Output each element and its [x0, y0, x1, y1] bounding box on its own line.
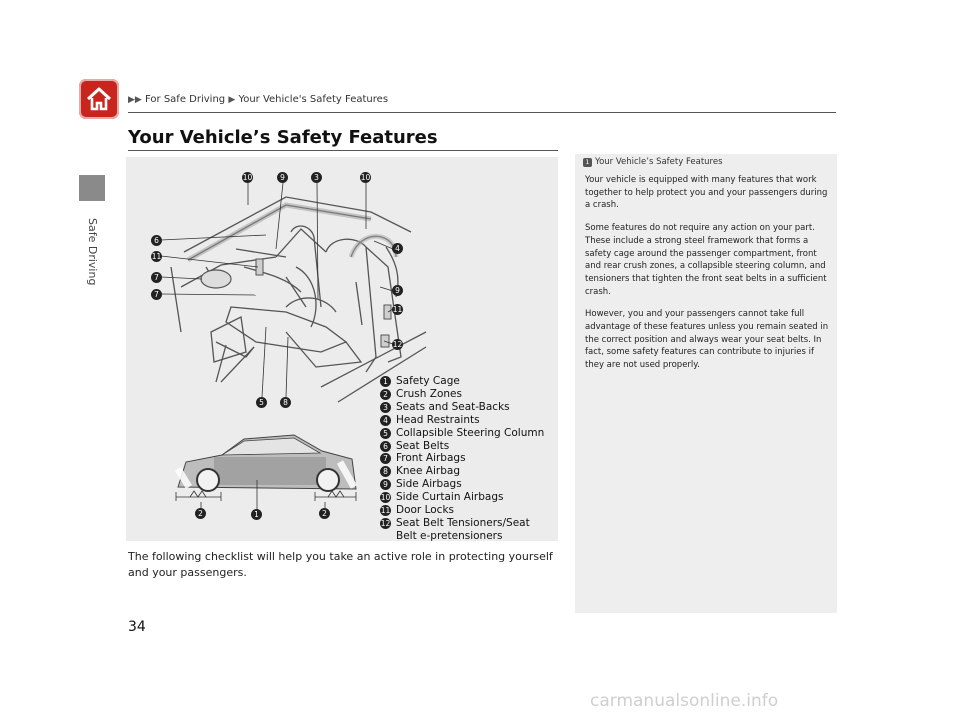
- legend-number: 9: [380, 479, 391, 490]
- section-label: Safe Driving: [86, 218, 99, 286]
- legend-number: 7: [380, 453, 391, 464]
- legend-item: [380, 427, 546, 440]
- legend-label: Seats and Seat-Backs: [396, 400, 510, 413]
- note-paragraph: Your vehicle is equipped with many features that work together to help protect you and your passengers during a crash.: [585, 175, 828, 211]
- legend-item: [380, 440, 546, 453]
- note-heading: [583, 157, 723, 167]
- home-icon: [79, 79, 119, 119]
- legend-number: 12: [380, 518, 391, 528]
- legend-label: Front Airbags: [396, 452, 466, 465]
- breadcrumb: [128, 94, 388, 105]
- watermark: carmanualsonline.info: [590, 691, 779, 711]
- legend-item: [380, 452, 546, 465]
- legend-item: [380, 465, 546, 478]
- safety-features-figure: [126, 157, 558, 541]
- car-side-view: [178, 435, 356, 491]
- breadcrumb-item-safe-driving[interactable]: For Safe Driving: [145, 94, 226, 105]
- legend-label: Door Locks: [396, 504, 455, 517]
- legend-item: [380, 517, 546, 543]
- note-number: 1: [583, 158, 592, 167]
- callout-marker: 4: [392, 243, 403, 254]
- legend-number: 1: [380, 376, 391, 387]
- callout-marker: 12: [392, 340, 403, 349]
- legend-label: Head Restraints: [396, 413, 480, 426]
- legend-label: Side Airbags: [396, 478, 462, 491]
- legend-item: [380, 388, 546, 401]
- callout-marker: 10: [242, 173, 253, 182]
- legend-item: [380, 414, 546, 427]
- callout-marker: 6: [151, 235, 162, 246]
- home-button[interactable]: [79, 79, 119, 119]
- callout-marker: 9: [392, 285, 403, 296]
- legend-label: Crush Zones: [396, 387, 462, 400]
- legend-label: Safety Cage: [396, 375, 460, 387]
- sidebar-note: [575, 154, 837, 613]
- callout-marker: 7: [151, 272, 162, 283]
- note-paragraph: Some features do not require any action on your part. These include a strong steel framework that forms a safety cage around the passenger compartment, front and rear crush zones, a collapsible steering column, and tensioners that tighten the front seat belts in a sufficient crash.: [585, 223, 827, 297]
- features-legend: [380, 375, 546, 543]
- legend-item: [380, 491, 546, 504]
- header-divider: [128, 112, 836, 113]
- breadcrumb-item-safety-features[interactable]: Your Vehicle's Safety Features: [238, 94, 389, 105]
- note-body: [585, 174, 831, 382]
- callout-marker: 1: [251, 509, 262, 520]
- legend-number: 8: [380, 466, 391, 477]
- callout-marker: 9: [277, 172, 288, 183]
- page-number: 34: [128, 619, 146, 635]
- legend-number: 6: [380, 441, 391, 452]
- legend-label: Seat Belts: [396, 439, 450, 452]
- legend-item: [380, 478, 546, 491]
- legend-label: Seat Belt Tensioners/Seat Belt e-pretensioners: [396, 516, 530, 542]
- legend-label: Collapsible Steering Column: [396, 426, 545, 439]
- page-title: Your Vehicle’s Safety Features: [128, 127, 438, 148]
- callout-marker: 11: [392, 305, 403, 314]
- legend-label: Side Curtain Airbags: [396, 491, 504, 504]
- legend-label: Knee Airbag: [396, 465, 460, 478]
- callout-marker: 3: [311, 172, 322, 183]
- breadcrumb-arrow-icon: ▶▶: [128, 95, 142, 105]
- callout-marker: 2: [319, 508, 330, 519]
- note-heading-text: Your Vehicle’s Safety Features: [595, 157, 723, 167]
- legend-number: 2: [380, 389, 391, 400]
- callout-marker: 11: [151, 252, 162, 261]
- breadcrumb-arrow-icon: ▶: [228, 95, 236, 105]
- callout-marker: 2: [195, 508, 206, 519]
- legend-number: 11: [380, 506, 391, 516]
- callout-marker: 7: [151, 289, 162, 300]
- legend-item: [380, 401, 546, 414]
- legend-number: 5: [380, 428, 391, 439]
- legend-item: [380, 375, 546, 388]
- intro-paragraph: The following checklist will help you take an active role in protecting yourself and your passengers.: [128, 550, 553, 579]
- section-tab-marker: [79, 175, 105, 201]
- callout-marker: 10: [360, 173, 371, 182]
- callout-marker: 5: [256, 397, 267, 408]
- legend-number: 10: [380, 493, 391, 503]
- callout-marker: 8: [280, 397, 291, 408]
- title-divider: [128, 150, 558, 151]
- legend-number: 4: [380, 415, 391, 426]
- legend-item: [380, 504, 546, 517]
- legend-number: 3: [380, 402, 391, 413]
- note-paragraph: However, you and your passengers cannot take full advantage of these features unless you remain seated in the correct position and always wear your seat belts. In fact, some safety features can contribute to injuries if they are not used properly.: [585, 309, 829, 371]
